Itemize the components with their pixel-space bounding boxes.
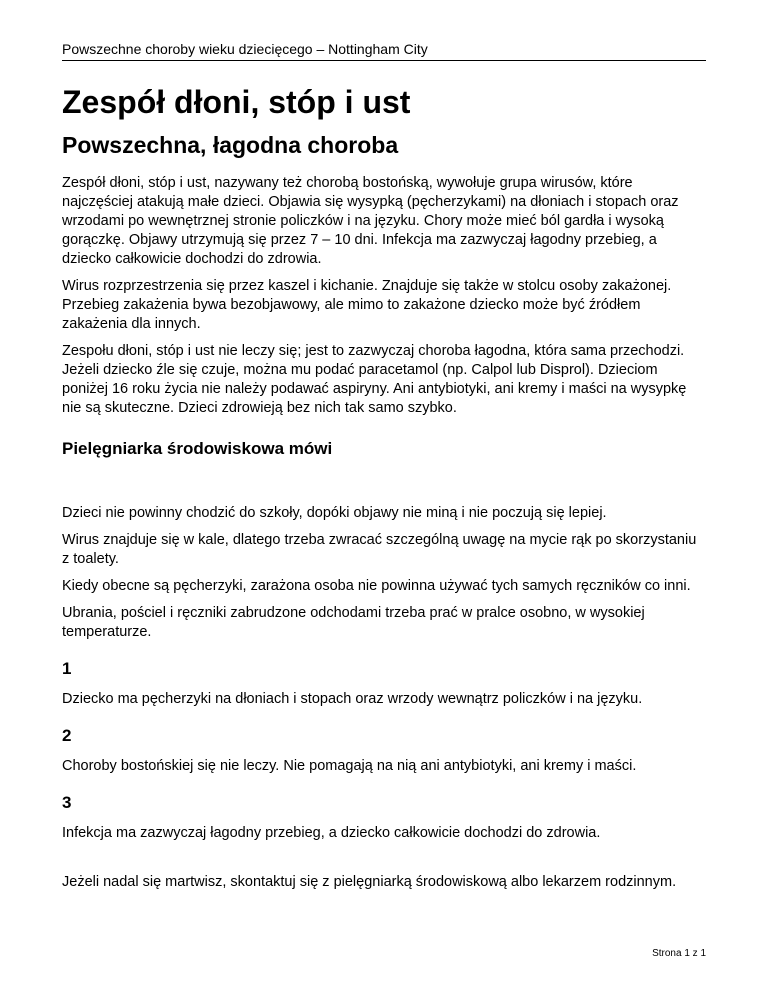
running-header: Powszechne choroby wieku dziecięcego – Nottingham City [62,40,706,61]
numbered-point-text: Dziecko ma pęcherzyki na dłoniach i stopach oraz wrzody wewnątrz policzków i na języku. [62,691,643,707]
closing-note: Jeżeli nadal się martwisz, skontaktuj się z pielęgniarką środowiskową albo lekarzem rodzinnym. [62,874,677,890]
numbered-point-number: 1 [62,659,72,678]
numbered-point-2 [62,725,706,776]
numbered-point-3 [62,792,706,843]
numbered-point-text: Infekcja ma zazwyczaj łagodny przebieg, a dziecko całkowicie dochodzi do zdrowia. [62,825,601,841]
numbered-point-number: 2 [62,726,72,745]
page-subtitle: Powszechna, łagodna choroba [62,132,399,158]
page-title: Zespół dłoni, stóp i ust [62,84,411,120]
nurse-paragraph-2: Wirus znajduje się w kale, dlatego trzeba zwracać szczególną uwagę na mycie rąk po skorzystaniu z toalety. [62,532,697,567]
numbered-point-text: Choroby bostońskiej się nie leczy. Nie pomagają na nią ani antybiotyki, ani kremy i maści. [62,758,637,774]
document-page [62,0,706,994]
intro-paragraph-3: Zespołu dłoni, stóp i ust nie leczy się; jest to zazwyczaj choroba łagodna, która sama przechodzi. Jeżeli dziecko źle się czuje, można mu podać paracetamol (np. Calpol lub Disprol). Dzieciom poniżej 16 roku życia nie należy podawać aspiryny. Ani antybiotyki, ani kremy i maści na wysypkę nie są skuteczne. Dzieci zdrowieją bez nich tak samo szybko. [62,343,687,416]
document-content [62,80,706,900]
nurse-paragraph-4: Ubrania, pościel i ręczniki zabrudzone odchodami trzeba prać w pralce osobno, w wysokiej temperaturze. [62,605,645,640]
page-number: Strona 1 z 1 [652,948,706,959]
spacer [62,460,706,504]
nurse-paragraph-3: Kiedy obecne są pęcherzyki, zarażona osoba nie powinna używać tych samych ręczników co inni. [62,578,691,594]
nurse-section-heading: Pielęgniarka środowiskowa mówi [62,439,333,458]
intro-paragraph-1: Zespół dłoni, stóp i ust, nazywany też chorobą bostońską, wywołuje grupa wirusów, które najczęściej atakują małe dzieci. Objawia się wysypką (pęcherzykami) na dłoniach i stopach oraz wrzodami po wewnętrznej stronie policzków i na języku. Chory może mieć ból gardła i wysoką gorączkę. Objawy utrzymują się przez 7 – 10 dni. Infekcja ma zazwyczaj łagodny przebieg, a dziecko całkowicie dochodzi do zdrowia. [62,175,679,267]
intro-paragraph-2: Wirus rozprzestrzenia się przez kaszel i kichanie. Znajduje się także w stolcu osoby zakażonej. Przebieg zakażenia bywa bezobjawowy, ale mimo to zakażone dziecko może być źródłem zakażenia dla innych. [62,278,672,332]
spacer [62,426,706,438]
numbered-point-1 [62,658,706,709]
nurse-paragraph-1: Dzieci nie powinny chodzić do szkoły, dopóki objawy nie miną i nie poczują się lepiej. [62,505,607,521]
numbered-point-number: 3 [62,793,72,812]
